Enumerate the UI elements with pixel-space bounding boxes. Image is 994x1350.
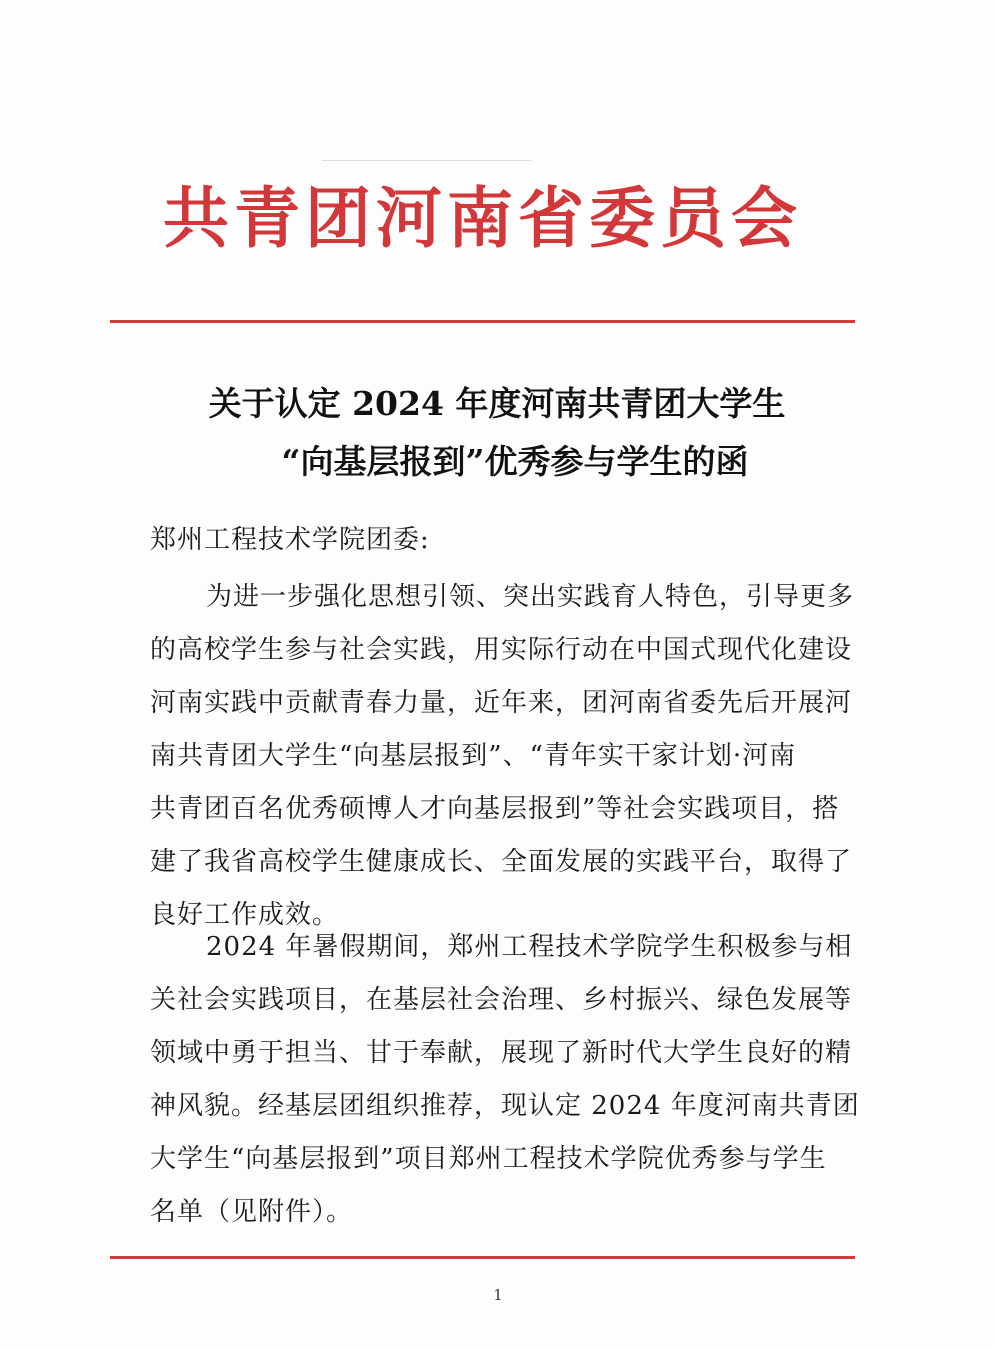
- paragraph-line: 河南实践中贡献青春力量，近年来，团河南省委先后开展河: [150, 688, 853, 718]
- paragraph-line: 大学生“向基层报到”项目郑州工程技术学院优秀参与学生: [150, 1144, 827, 1174]
- scan-artifact-line: [322, 160, 532, 161]
- page-number: 1: [493, 1286, 503, 1304]
- paragraph-line: 南共青团大学生“向基层报到”、“青年实干家计划·河南: [150, 741, 797, 771]
- body-paragraph-1: [150, 571, 855, 942]
- paragraph-line: 共青团百名优秀硕博人才向基层报到”等社会实践项目，搭: [150, 794, 840, 824]
- paragraph-line: 2024 年暑假期间，郑州工程技术学院学生积极参与相: [206, 932, 853, 962]
- paragraph-line: 良好工作成效。: [150, 900, 340, 930]
- paragraph-line: 神风貌。经基层团组织推荐，现认定 2024 年度河南共青团: [150, 1091, 860, 1121]
- paragraph-line: 名单（见附件）。: [150, 1197, 354, 1227]
- paragraph-line: 建了我省高校学生健康成长、全面发展的实践平台，取得了: [150, 847, 853, 877]
- footer-red-rule: [110, 1256, 855, 1259]
- document-title-line-2: “向基层报到”优秀参与学生的函: [281, 442, 749, 481]
- document-title-line-1: 关于认定 2024 年度河南共青团大学生: [208, 384, 786, 423]
- paragraph-line: 的高校学生参与社会实践，用实际行动在中国式现代化建设: [150, 635, 853, 665]
- body-paragraph-2: [150, 921, 860, 1239]
- salutation: 郑州工程技术学院团委:: [150, 525, 430, 555]
- letterhead-red-rule: [110, 320, 855, 323]
- paragraph-line: 为进一步强化思想引领、突出实践育人特色，引导更多: [206, 582, 855, 612]
- paragraph-line: 领域中勇于担当、甘于奉献，展现了新时代大学生良好的精: [150, 1038, 853, 1068]
- paragraph-line: 关社会实践项目，在基层社会治理、乡村振兴、绿色发展等: [150, 985, 853, 1015]
- letterhead-org-name: 共青团河南省委员会: [163, 179, 802, 257]
